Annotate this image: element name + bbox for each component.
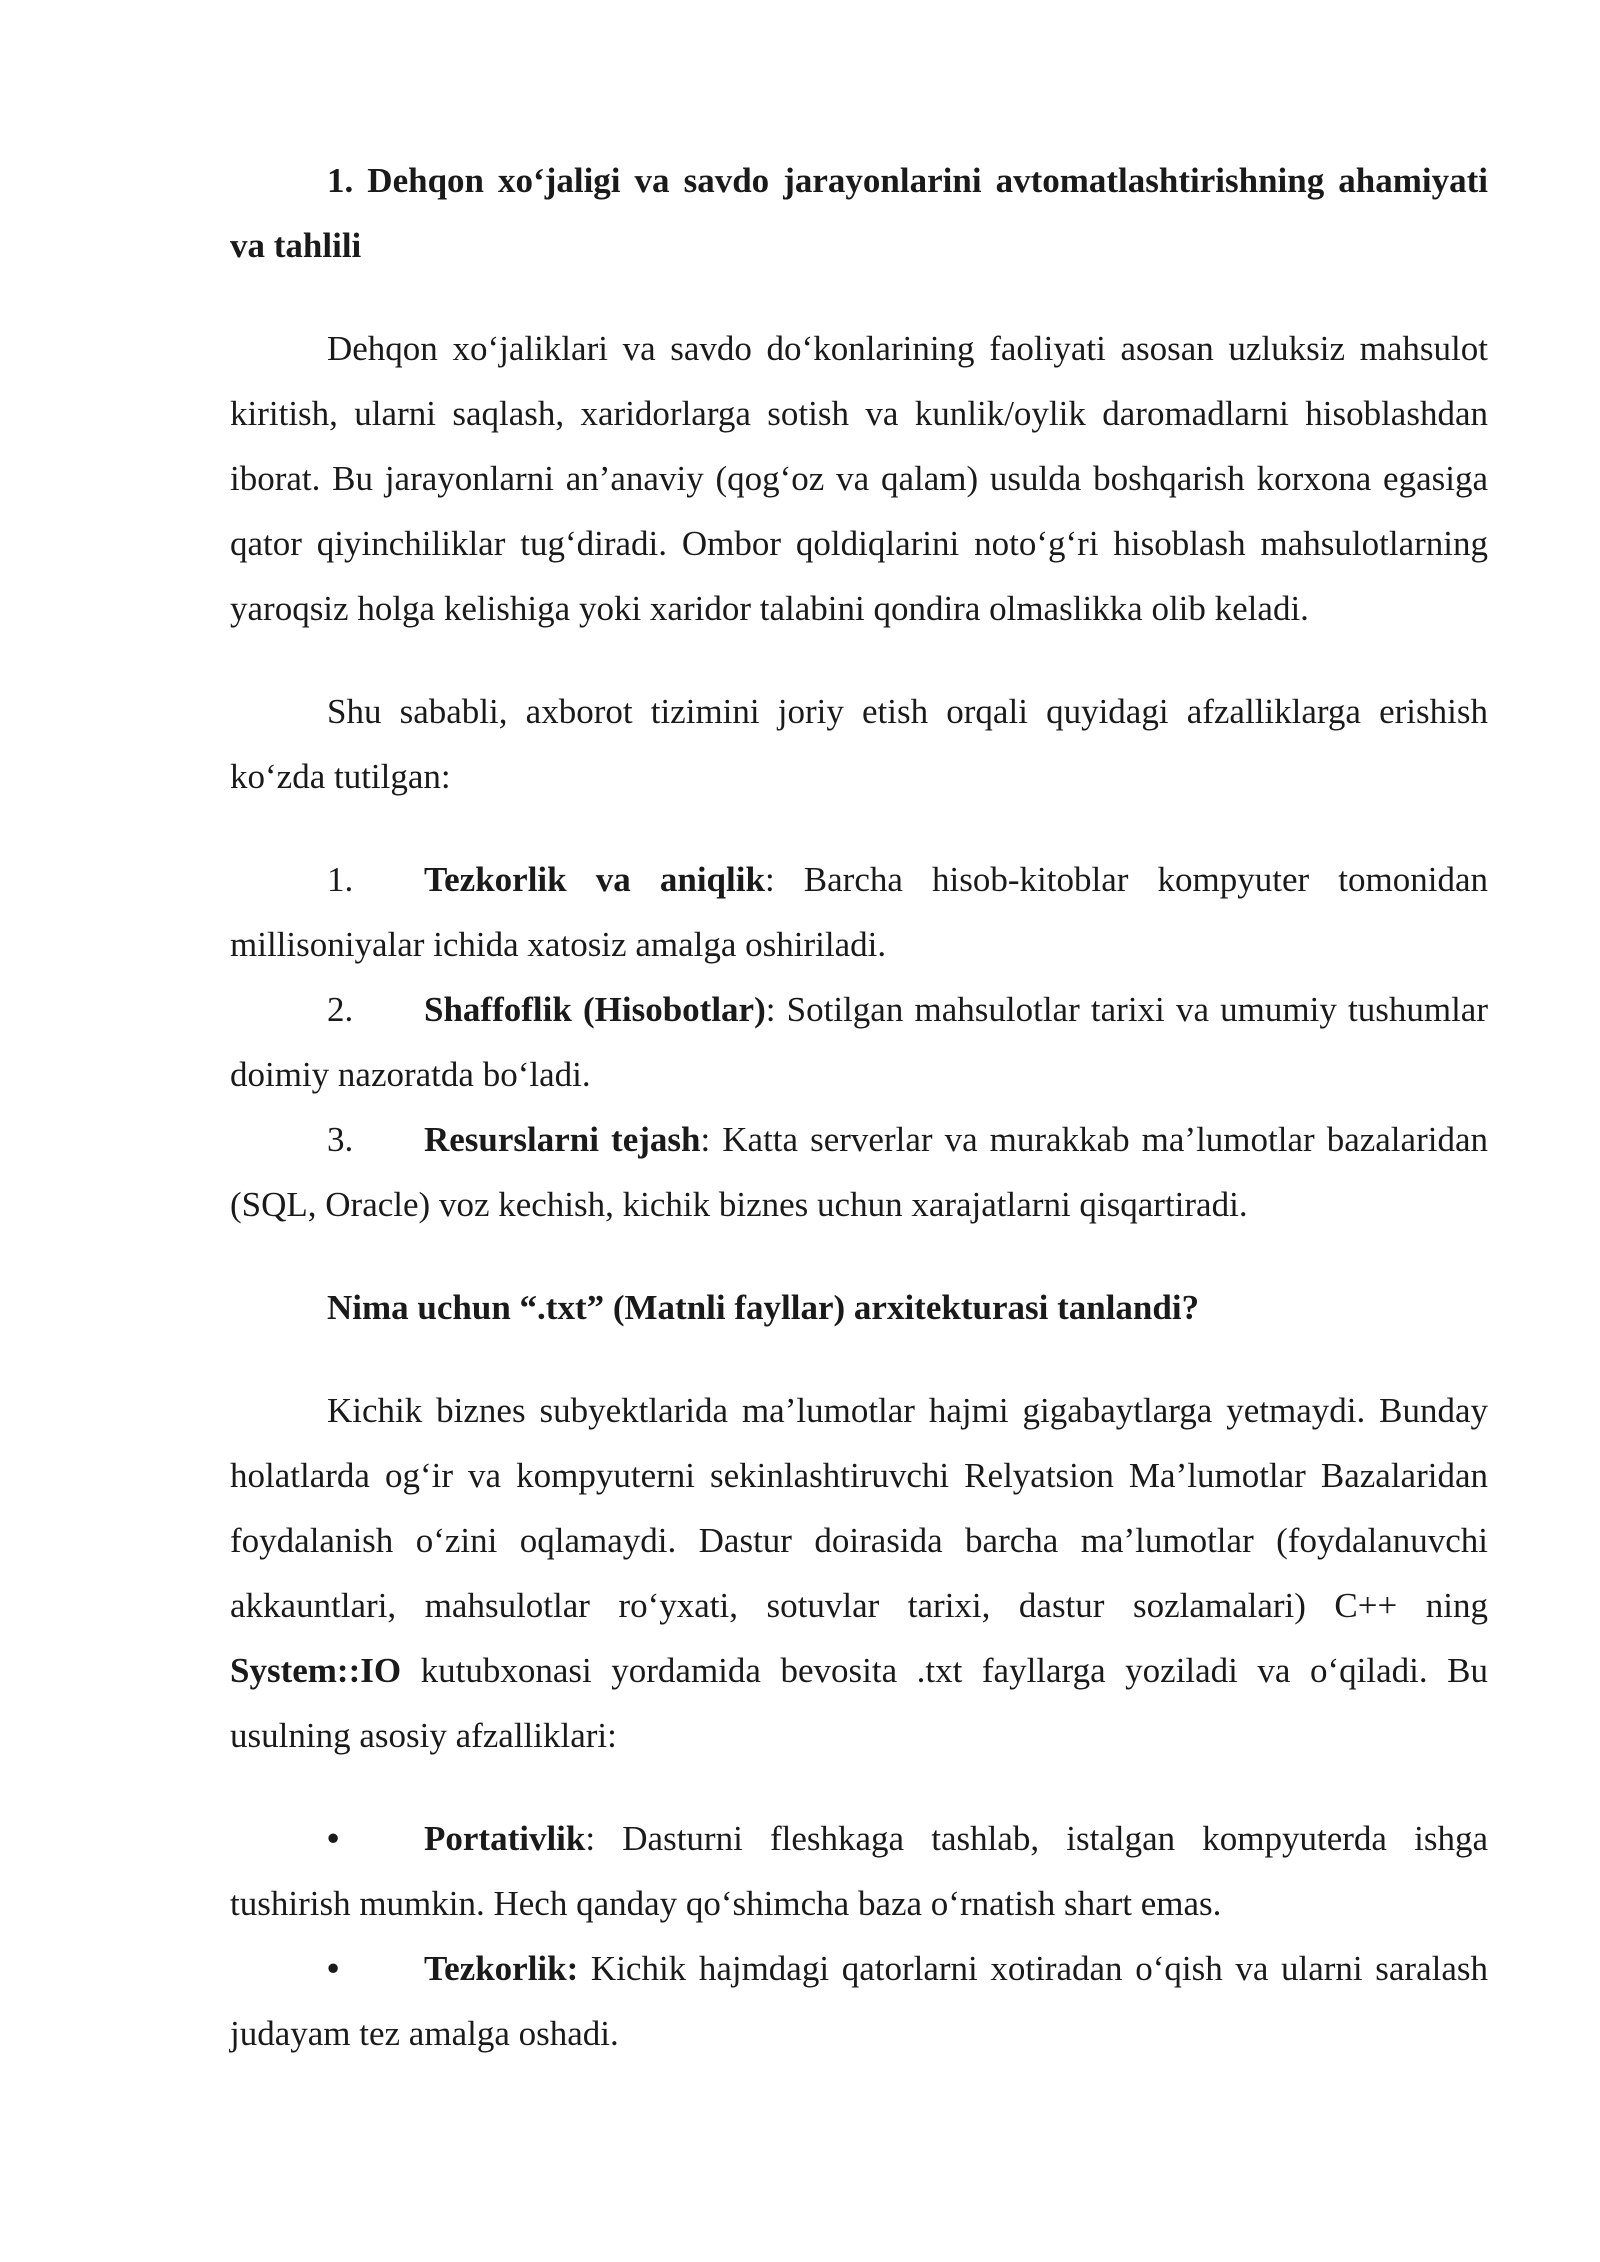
list-item-text: : Barcha hisob-kitoblar kompyuter tomonidan millisoniyalar ichida xatosiz amalga oshiriladi.	[230, 860, 1488, 964]
paragraph-text: Kichik biznes subyektlarida ma’lumotlar hajmi gigabaytlarga yetmaydi. Bunday holatlarda og‘ir va kompyuterni sekinlashtiruvchi Relyatsion Ma’lumotlar Bazalaridan foydalanish o‘zini oqlamaydi. Dastur doirasida barcha ma’lumotlar (foydalanuvchi akkauntlari, mahsulotlar ro‘yxati, sotuvlar tarixi, dastur sozlamalari) C++ ning	[230, 1391, 1488, 1625]
numbered-list	[230, 847, 1488, 1237]
list-item-title: Portativlik	[424, 1819, 586, 1858]
list-item-title: Tezkorlik:	[424, 1949, 579, 1988]
subsection-heading: Nima uchun “.txt” (Matnli fayllar) arxitekturasi tanlandi?	[327, 1288, 1200, 1327]
list-item-title: Resurslarni tejash	[424, 1120, 701, 1159]
numbered-list-item	[230, 1107, 1488, 1237]
bullet-list-item	[230, 1936, 1488, 2066]
bullet-list	[230, 1806, 1488, 2066]
list-item-text: : Dasturni fleshkaga tashlab, istalgan kompyuterda ishga tushirish mumkin. Hech qanday qo‘shimcha baza o‘rnatish shart emas.	[230, 1819, 1488, 1923]
bullet-icon: •	[327, 1949, 340, 1988]
list-item-text: Kichik hajmdagi qatorlarni xotiradan o‘qish va ularni saralash judayam tez amalga oshadi.	[230, 1949, 1488, 2053]
section-heading-text: Dehqon xo‘jaligi va savdo jarayonlarini avtomatlashtirishning ahamiyati va tahlili	[230, 161, 1489, 265]
paragraph-text: kutubxonasi yordamida bevosita .txt fayllarga yoziladi va o‘qiladi. Bu usulning asosiy afzalliklari:	[230, 1651, 1488, 1755]
list-item-number: 2.	[327, 990, 354, 1029]
numbered-list-item	[230, 977, 1488, 1107]
document-page	[230, 148, 1488, 2066]
list-item-number: 3.	[327, 1120, 354, 1159]
list-item-text: : Katta serverlar va murakkab ma’lumotlar bazalaridan (SQL, Oracle) voz kechish, kichik biznes uchun xarajatlarni qisqartiradi.	[230, 1120, 1488, 1224]
body-paragraph: Dehqon xo‘jaliklari va savdo do‘konlarining faoliyati asosan uzluksiz mahsulot kiritish, ularni saqlash, xaridorlarga sotish va kunlik/oylik daromadlarni hisoblashdan iborat. Bu jarayonlarni an’anaviy (qog‘oz va qalam) usulda boshqarish korxona egasiga qator qiyinchiliklar tug‘diradi. Ombor qoldiqlarini noto‘g‘ri hisoblash mahsulotlarning yaroqsiz holga kelishiga yoki xaridor talabini qondira olmaslikka olib keladi.	[230, 329, 1488, 628]
code-term: System::IO	[230, 1651, 402, 1690]
numbered-list-item	[230, 847, 1488, 977]
list-item-number: 1.	[327, 860, 354, 899]
body-paragraph: Shu sababli, axborot tizimini joriy etish orqali quyidagi afzalliklarga erishish ko‘zda tutilgan:	[230, 692, 1488, 796]
section-heading-number: 1.	[327, 161, 354, 200]
section-heading	[230, 148, 1488, 278]
list-item-title: Shaffoflik (Hisobotlar)	[424, 990, 766, 1029]
body-paragraph	[230, 1378, 1488, 1768]
bullet-icon: •	[327, 1819, 340, 1858]
list-item-text: : Sotilgan mahsulotlar tarixi va umumiy tushumlar doimiy nazoratda bo‘ladi.	[230, 990, 1488, 1094]
bullet-list-item	[230, 1806, 1488, 1936]
list-item-title: Tezkorlik va aniqlik	[424, 860, 765, 899]
